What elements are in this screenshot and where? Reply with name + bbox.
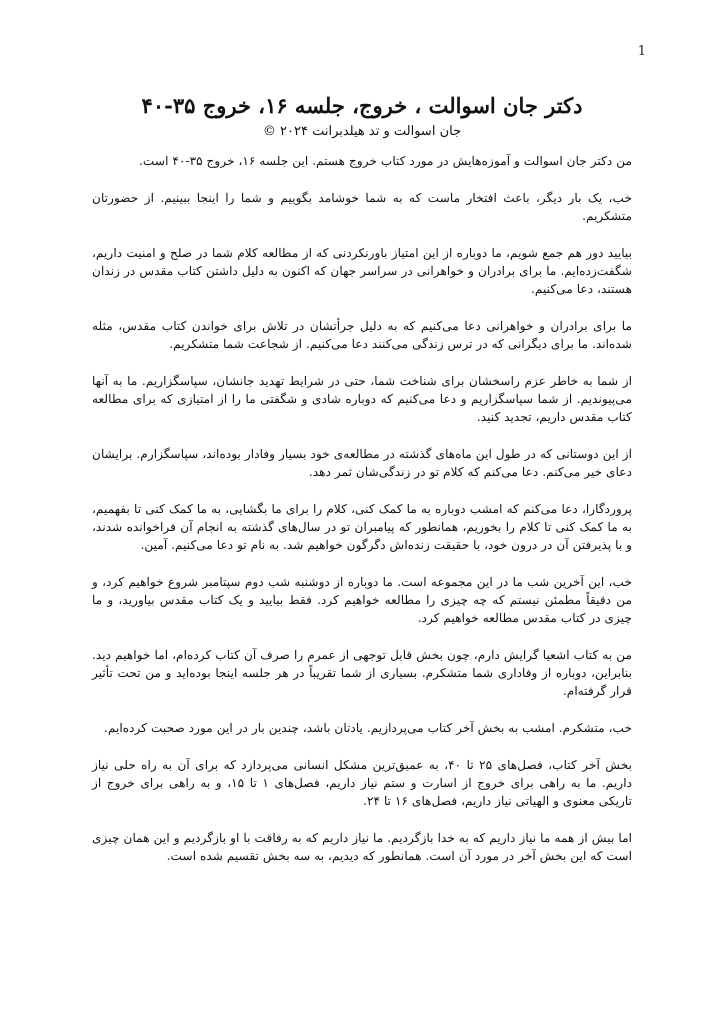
paragraph: از شما به خاطر عزم راسخشان برای شناخت شما، حتی در شرایط تهدید جانشان، سپاسگزاریم. ما به آنها می‌پیوندیم. از شما سپاسگزاریم و دعا می‌کنیم که دوباره شادی و شگفتی ما را از امتیازی که برای مطالعه کتاب مقدس داریم، تجدید کنید. — [92, 374, 632, 424]
page-number: 1 — [637, 44, 646, 59]
paragraph: خب، متشکرم. امشب به بخش آخر کتاب می‌پردازیم. یادتان باشد، چندین بار در این مورد صحبت کرده‌ایم. — [103, 721, 632, 735]
paragraph: اما بیش از همه ما نیاز داریم که به خدا بازگردیم. ما نیاز داریم که به رفاقت با او بازگردیم و این همان چیزی است که این بخش آخر در مورد آن است. همانطور که دیدیم، به سه بخش تقسیم شده است. — [92, 831, 632, 863]
paragraph: من به کتاب اشعیا گرایش دارم، چون بخش قابل توجهی از عمرم را صرف آن کتاب کرده‌ام، اما خواهیم دید. بنابراین، دوباره از وفاداری شما متشکرم. بسیاری از شما تقریباً در هر جلسه اینجا بوده‌اید و من تحت تأثیر قرار گرفته‌ام. — [92, 648, 632, 698]
paragraph: از این دوستانی که در طول این ماه‌های گذشته در مطالعه‌ی خود بسیار وفادار بوده‌اند، سپاسگزارم. برایشان دعای خیر می‌کنم. دعا می‌کنم که کلام تو در زندگی‌شان ثمر دهد. — [92, 447, 632, 479]
paragraph: من دکتر جان اسوالت و آموزه‌هایش در مورد کتاب خروج هستم. این جلسه ۱۶، خروج ۳۵-۴۰ است. — [139, 154, 632, 168]
paragraph: خب، این آخرین شب ما در این مجموعه است. ما دوباره از دوشنبه شب دوم سپتامبر شروع خواهیم کرد، و من دقیقاً مطمئن نیستم که چه چیزی را مطالعه خواهیم کرد. فقط بیایید و یک کتاب مقدس بیاورید، و ما چیزی در کتاب مقدس مطالعه خواهیم کرد. — [92, 575, 632, 625]
document-title: دکتر جان اسوالت ، خروج، جلسه ۱۶، خروج ۳۵-۴۰ — [141, 93, 583, 118]
paragraph: خب، یک بار دیگر، باعث افتخار ماست که به شما خوشامد بگوییم و شما را اینجا ببینیم. از حضورتان متشکریم. — [92, 191, 632, 223]
document-body — [92, 152, 632, 884]
paragraph: بیایید دور هم جمع شویم، ما دوباره از این امتیاز باورنکردنی که از مطالعه کلام شما در صلح و امنیت داریم، شگفت‌زده‌ایم. ما برای برادران و خواهرانی در سراسر جهان که اکنون به دلیل داشتن کتاب مقدس در زندان هستند، دعا می‌کنیم. — [92, 246, 632, 296]
paragraph: بخش آخر کتاب، فصل‌های ۲۵ تا ۴۰، به عمیق‌ترین مشکل انسانی می‌پردازد که برای آن به راه حلی نیاز داریم. ما به راهی برای خروج از اسارت و ستم نیاز داریم، فصل‌های ۱ تا ۱۵، و به راهی برای خروج از تاریکی معنوی و الهیاتی نیاز داریم، فصل‌های ۱۶ تا ۲۴. — [92, 758, 633, 808]
paragraph: ما برای برادران و خواهرانی دعا می‌کنیم که به دلیل جرأتشان در تلاش برای خواندن کتاب مقدس، مثله شده‌اند. ما برای دیگرانی که در ترس زندگی می‌کنند دعا می‌کنیم. از شجاعت شما متشکریم. — [92, 319, 632, 351]
paragraph: پروردگارا، دعا می‌کنم که امشب دوباره به ما کمک کنی، کلام را برای ما بگشایی، به ما کمک کنی تا بفهمیم، به ما کمک کنی تا کلام را بخوریم، همانطور که پیامبران تو در سال‌های گذشته به انجام آن فراخوانده شدند، و با پذیرفتن آن در درون خود، با حقیقت زنده‌اش دگرگون خواهیم شد. به نام تو دعا می‌کنیم. آمین. — [92, 502, 632, 552]
document-header — [80, 92, 644, 141]
document-subtitle: جان اسوالت و تد هیلدبرانت ۲۰۲۴ © — [262, 124, 462, 139]
